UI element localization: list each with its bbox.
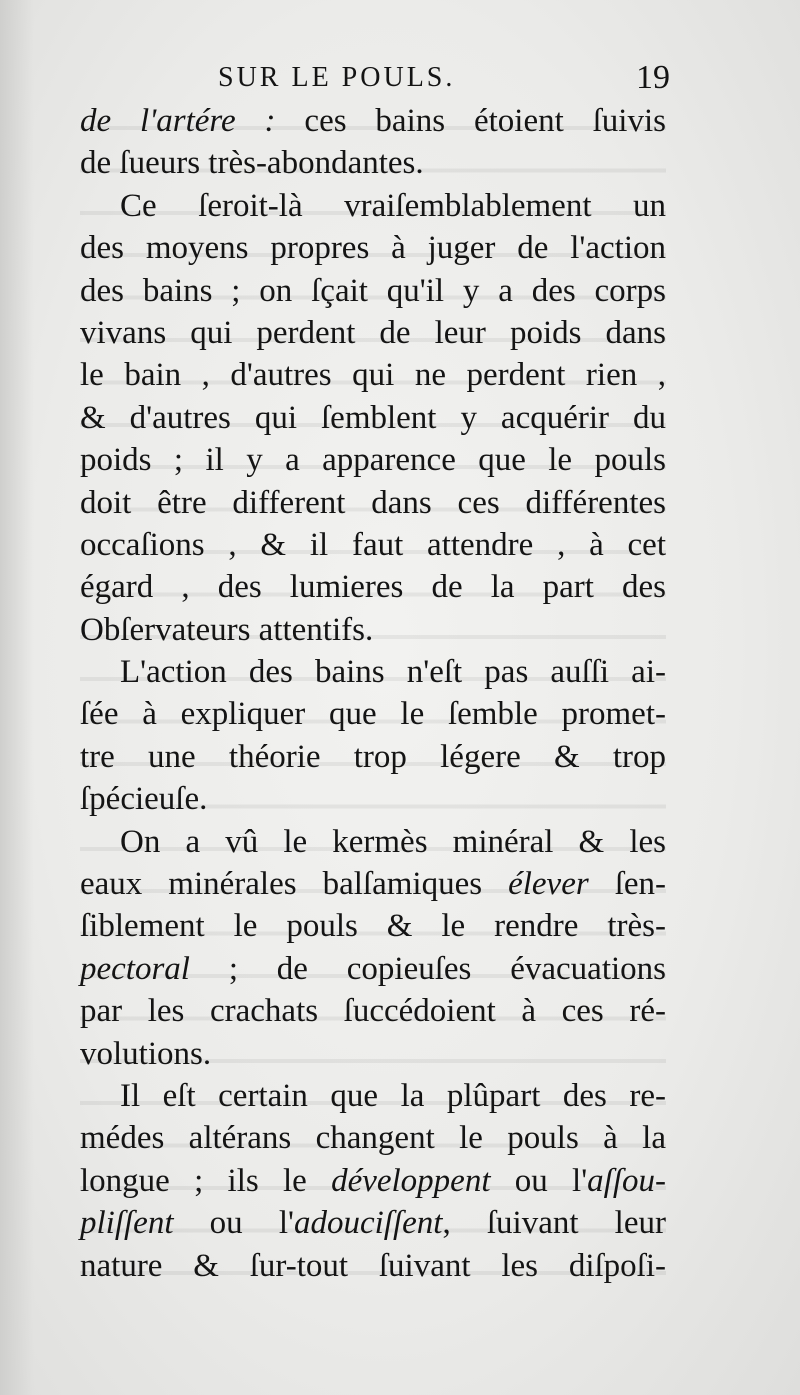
text-segment: , ſuivant leur bbox=[442, 1205, 666, 1242]
text-line bbox=[80, 227, 666, 269]
text-line bbox=[80, 482, 666, 524]
text-segment: & d'autres qui ſemblent y acquérir du bbox=[80, 399, 666, 436]
italic-text-segment: adouciſſent bbox=[293, 1205, 443, 1242]
text-line bbox=[80, 1075, 666, 1117]
text-segment: ſpécieuſe. bbox=[80, 781, 208, 818]
text-segment: ces bains étoient ſuivis bbox=[275, 103, 666, 139]
text-line bbox=[80, 609, 666, 651]
text-segment: des moyens propres à juger de l'action bbox=[80, 230, 666, 267]
text-line bbox=[80, 524, 666, 566]
page-number: 19 bbox=[636, 59, 670, 96]
text-segment: vivans qui perdent de leur poids dans bbox=[80, 314, 666, 351]
text-segment: ; de copieuſes évacuations bbox=[189, 950, 666, 987]
italic-text-segment: pectoral bbox=[80, 950, 190, 987]
running-title: SUR LE POULS. bbox=[218, 62, 456, 93]
text-line bbox=[80, 1202, 666, 1244]
text-segment: le bain , d'autres qui ne perdent rien , bbox=[80, 357, 666, 394]
text-segment: ſée à expliquer que le ſemble promet- bbox=[80, 696, 666, 733]
text-line bbox=[80, 863, 666, 905]
text-segment: médes altérans changent le pouls à la bbox=[80, 1120, 666, 1157]
text-line bbox=[80, 270, 666, 312]
text-line bbox=[80, 439, 666, 481]
text-segment: doit être different dans ces différentes bbox=[80, 484, 666, 521]
text-segment: Ce ſeroit-là vraiſemblablement un bbox=[120, 187, 666, 224]
text-line bbox=[80, 948, 666, 990]
text-line bbox=[80, 100, 666, 142]
text-segment: ſiblement le pouls & le rendre très- bbox=[80, 908, 666, 945]
text-segment: nature & ſur-tout ſuivant les diſpoſi- bbox=[80, 1247, 666, 1284]
text-segment: poids ; il y a apparence que le pouls bbox=[80, 442, 666, 479]
text-line bbox=[80, 1117, 666, 1159]
text-segment: occaſions , & il faut attendre , à cet bbox=[80, 526, 666, 563]
text-line bbox=[80, 821, 666, 863]
text-segment: des bains ; on ſçait qu'il y a des corps bbox=[80, 272, 666, 309]
text-line bbox=[80, 693, 666, 735]
text-segment: L'action des bains n'eſt pas auſſi ai- bbox=[120, 654, 666, 691]
text-line bbox=[80, 397, 666, 439]
text-segment: ou l' bbox=[490, 1162, 588, 1199]
text-line bbox=[80, 905, 666, 947]
italic-text-segment: pliſſent bbox=[80, 1205, 174, 1242]
body-text bbox=[80, 100, 666, 1287]
text-line bbox=[80, 651, 666, 693]
italic-text-segment: aſſou- bbox=[587, 1162, 666, 1199]
text-line bbox=[80, 1245, 666, 1287]
text-segment: tre une théorie trop légere & trop bbox=[80, 738, 666, 775]
text-segment: volutions. bbox=[80, 1035, 212, 1072]
text-line bbox=[80, 1160, 666, 1202]
text-line bbox=[80, 990, 666, 1032]
text-segment: Obſervateurs attentifs. bbox=[80, 611, 374, 648]
text-line bbox=[80, 185, 666, 227]
italic-text-segment: élever bbox=[508, 866, 589, 903]
text-line bbox=[80, 736, 666, 778]
text-line bbox=[80, 566, 666, 608]
text-segment: eaux minérales balſamiques bbox=[80, 866, 509, 903]
text-segment: On a vû le kermès minéral & les bbox=[120, 823, 666, 860]
italic-text-segment: de l'artére : bbox=[80, 103, 276, 139]
text-segment: ſen- bbox=[588, 866, 667, 903]
text-line bbox=[80, 778, 666, 820]
text-line bbox=[80, 142, 666, 184]
text-line bbox=[80, 354, 666, 396]
text-segment: longue ; ils le bbox=[80, 1162, 332, 1199]
italic-text-segment: développent bbox=[331, 1162, 491, 1199]
text-segment: de ſueurs très-abondantes. bbox=[80, 145, 424, 182]
page-gutter-shadow bbox=[0, 0, 34, 1395]
text-segment: par les crachats ſuccédoient à ces ré- bbox=[80, 993, 666, 1030]
text-line bbox=[80, 1033, 666, 1075]
running-head bbox=[218, 58, 670, 98]
text-line bbox=[80, 312, 666, 354]
text-segment: égard , des lumieres de la part des bbox=[80, 569, 666, 606]
text-segment: Il eſt certain que la plûpart des re- bbox=[120, 1077, 666, 1114]
text-segment: ou l' bbox=[173, 1205, 294, 1242]
